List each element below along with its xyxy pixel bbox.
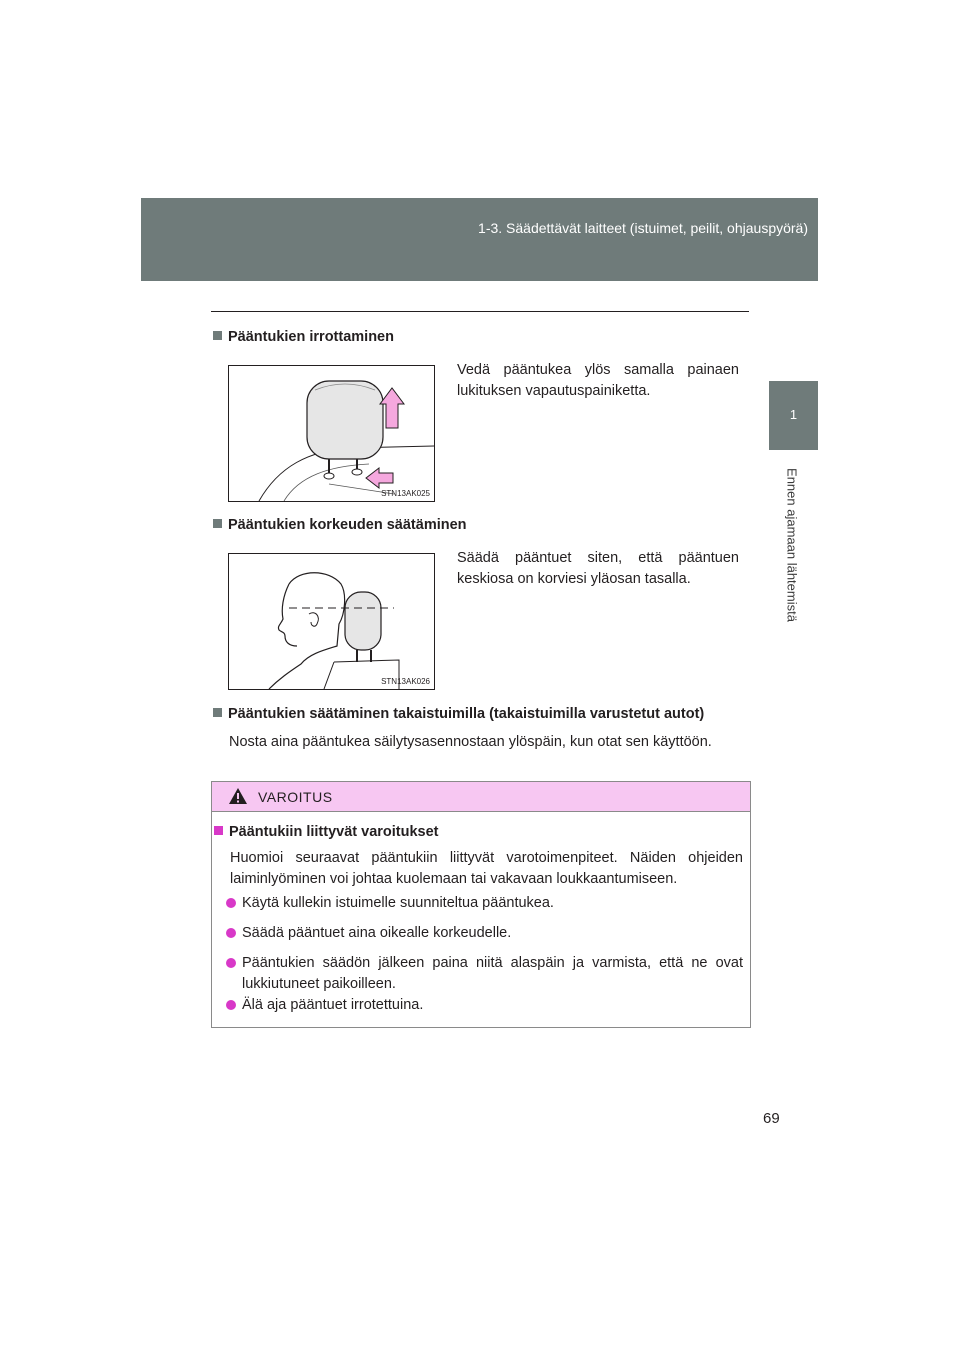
square-bullet-icon bbox=[213, 331, 222, 340]
heading-height-adjust bbox=[213, 517, 467, 533]
warning-bullet bbox=[226, 893, 743, 914]
warning-title: VAROITUS bbox=[258, 789, 333, 805]
warning-triangle-icon bbox=[228, 787, 248, 805]
chapter-number: 1 bbox=[789, 407, 798, 422]
heading-remove-headrest bbox=[213, 329, 394, 345]
description-height: Säädä pääntuet siten, että pääntuen keskiosa on korviesi yläosan tasalla. bbox=[457, 550, 739, 587]
bullet-dot-icon bbox=[226, 1000, 236, 1010]
bullet-dot-icon bbox=[226, 958, 236, 968]
warning-subheading bbox=[214, 824, 439, 840]
bullet-dot-icon bbox=[226, 928, 236, 938]
rear-seat-instruction: Nosta aina pääntukea säilytysasennostaan ylöspäin, kun otat sen käyttöön. bbox=[229, 734, 712, 750]
warning-bullet bbox=[226, 953, 743, 995]
warning-paragraph: Huomioi seuraavat pääntukiin liittyvät varotoimenpiteet. Näiden ohjeiden laiminlyöminen voi johtaa kuolemaan tai vakavaan loukkaantumiseen. bbox=[230, 850, 743, 887]
description-remove: Vedä pääntukea ylös samalla painaen lukituksen vapautuspainiketta. bbox=[457, 362, 739, 399]
warning-bullet bbox=[226, 995, 743, 1016]
header-band bbox=[141, 198, 818, 281]
page-number: 69 bbox=[763, 1110, 780, 1127]
square-bullet-icon bbox=[214, 826, 223, 835]
figure-code: STN13AK025 bbox=[381, 489, 430, 498]
figure-remove-headrest bbox=[228, 365, 435, 502]
bullet-text: Käytä kullekin istuimelle suunniteltua pääntukea. bbox=[242, 895, 554, 911]
square-bullet-icon bbox=[213, 708, 222, 717]
warning-subheading-text: Pääntukiin liittyvät varoitukset bbox=[229, 824, 439, 840]
bullet-text: Säädä pääntuet aina oikealle korkeudelle. bbox=[242, 925, 512, 941]
top-rule bbox=[211, 311, 749, 312]
headrest-removal-illustration bbox=[229, 366, 434, 501]
square-bullet-icon bbox=[213, 519, 222, 528]
warning-box bbox=[211, 781, 751, 1028]
heading-text: Pääntukien korkeuden säätäminen bbox=[228, 517, 467, 533]
section-title: 1-3. Säädettävät laitteet (istuimet, peilit, ohjauspyörä) bbox=[478, 220, 808, 236]
bullet-dot-icon bbox=[226, 898, 236, 908]
heading-text: Pääntukien säätäminen takaistuimilla (takaistuimilla varustetut autot) bbox=[228, 706, 705, 722]
warning-header bbox=[212, 782, 750, 812]
bullet-text: Pääntukien säädön jälkeen paina niitä alaspäin ja varmista, että ne ovat lukkiutuneet paikoilleen. bbox=[242, 955, 743, 992]
heading-text: Pääntukien irrottaminen bbox=[228, 329, 394, 345]
chapter-label-text: Ennen ajamaan lähtemistä bbox=[784, 468, 800, 622]
heading-rear-seat bbox=[213, 706, 704, 722]
head-position-illustration bbox=[229, 554, 434, 689]
figure-height-adjust bbox=[228, 553, 435, 690]
bullet-text: Älä aja pääntuet irrotettuina. bbox=[242, 997, 424, 1013]
warning-bullet bbox=[226, 923, 743, 944]
chapter-tab bbox=[769, 381, 818, 450]
figure-code: STN13AK026 bbox=[381, 677, 430, 686]
